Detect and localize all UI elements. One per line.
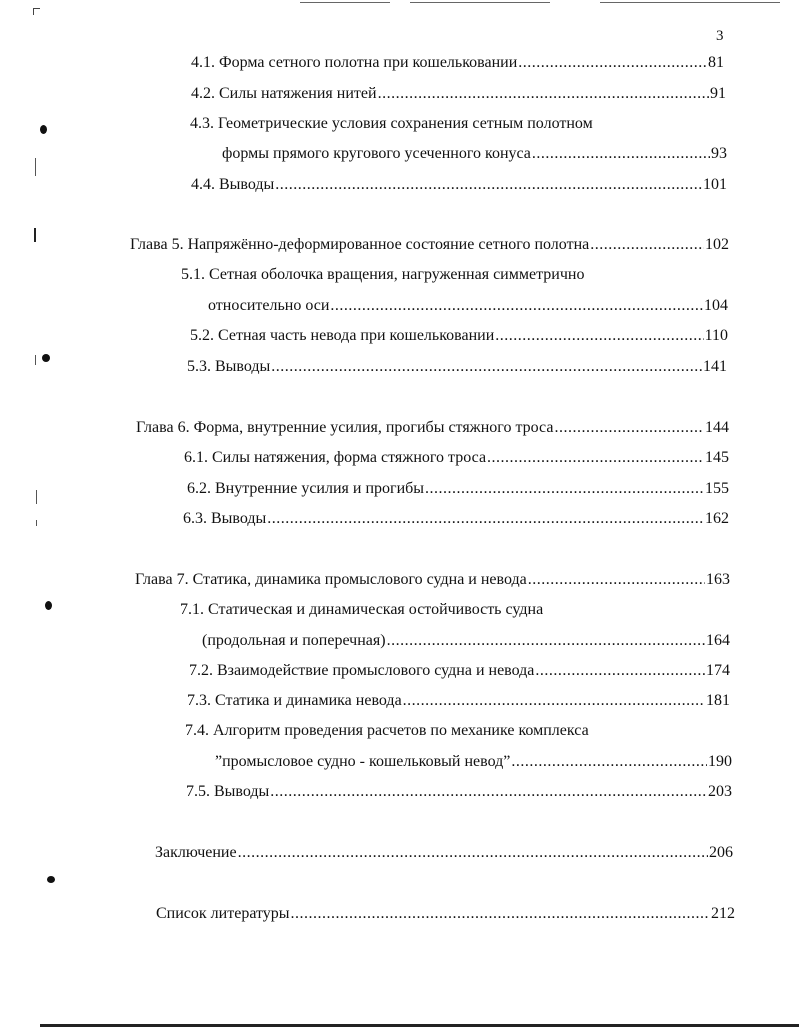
scan-tick <box>34 228 36 242</box>
toc-entry-7-1-line1: 7.1. Статическая и динамическая остойчивость судна <box>180 601 544 618</box>
toc-entry-7-2 <box>189 662 730 686</box>
scan-bottom-line <box>40 1024 799 1027</box>
toc-entry-page: 190 <box>708 753 732 770</box>
toc-entry-page: 93 <box>711 145 727 162</box>
toc-entry-page: 162 <box>705 510 729 527</box>
dot-leader <box>267 510 704 528</box>
toc-entry-references <box>156 905 735 929</box>
toc-entry-page: 206 <box>709 844 733 861</box>
dot-leader <box>487 449 704 467</box>
toc-entry-title: 6.2. Внутренние усилия и прогибы <box>187 480 425 497</box>
toc-entry-7-3 <box>187 692 730 716</box>
toc-entry-title: относительно оси <box>208 297 330 314</box>
toc-entry-title: Глава 5. Напряжённо-деформированное состояние сетного полотна <box>130 236 590 253</box>
toc-entry-5-2 <box>190 327 728 351</box>
scan-top-line <box>600 2 780 3</box>
dot-leader <box>511 753 707 771</box>
toc-entry-page: 212 <box>711 905 735 922</box>
dot-leader <box>270 783 707 801</box>
toc-entry-page: 181 <box>706 692 730 709</box>
dot-leader <box>532 145 710 163</box>
dot-leader <box>378 85 709 103</box>
toc-entry-title: 7.2. Взаимодействие промыслового судна и невода <box>189 662 535 679</box>
dot-leader <box>330 297 703 315</box>
toc-entry-6-3 <box>183 510 729 534</box>
scan-blot <box>40 125 47 134</box>
dot-leader <box>291 905 710 923</box>
toc-entry-title: 6.3. Выводы <box>183 510 267 527</box>
toc-entry-4-2 <box>191 85 726 109</box>
toc-entry-chapter-5 <box>130 236 729 260</box>
toc-entry-7-4-line1: 7.4. Алгоритм проведения расчетов по механике комплекса <box>185 722 589 739</box>
toc-entry-page: 81 <box>708 54 724 71</box>
dot-leader <box>403 692 705 710</box>
toc-entry-7-1 <box>202 632 730 656</box>
toc-entry-title: ”промысловое судно - кошельковый невод” <box>215 753 511 770</box>
scan-blot <box>42 354 50 362</box>
toc-entry-page: 163 <box>706 571 730 588</box>
toc-entry-page: 144 <box>705 419 729 436</box>
scan-tick <box>36 490 37 504</box>
scan-tick <box>35 355 36 365</box>
scan-top-line <box>300 2 390 3</box>
toc-entry-6-2 <box>187 480 729 504</box>
dot-leader <box>425 480 704 498</box>
toc-entry-title: 4.2. Силы натяжения нитей <box>191 85 377 102</box>
scan-top-line <box>410 2 550 3</box>
dot-leader <box>271 358 702 376</box>
toc-entry-5-1 <box>208 297 728 321</box>
toc-entry-4-1 <box>191 54 724 78</box>
page-number: 3 <box>716 28 724 44</box>
toc-entry-title: Заключение <box>155 844 237 861</box>
scan-tick <box>35 158 36 176</box>
toc-entry-4-3-line1: 4.3. Геометрические условия сохранения сетным полотном <box>190 115 593 132</box>
toc-entry-title: формы прямого кругового усеченного конуса <box>222 145 531 162</box>
toc-entry-page: 102 <box>705 236 729 253</box>
scan-blot <box>47 876 55 883</box>
dot-leader <box>590 236 704 254</box>
toc-entry-page: 203 <box>708 783 732 800</box>
toc-entry-page: 101 <box>703 176 727 193</box>
toc-entry-4-3 <box>222 145 727 169</box>
toc-entry-page: 104 <box>704 297 728 314</box>
toc-entry-page: 155 <box>705 480 729 497</box>
toc-entry-title: 4.1. Форма сетного полотна при кошельковании <box>191 54 518 71</box>
toc-entry-title: Глава 6. Форма, внутренние усилия, прогибы стяжного троса <box>136 419 554 436</box>
toc-entry-4-4 <box>191 176 727 200</box>
toc-entry-title: 4.4. Выводы <box>191 176 275 193</box>
toc-entry-page: 174 <box>706 662 730 679</box>
dot-leader <box>275 176 702 194</box>
toc-entry-page: 91 <box>710 85 726 102</box>
dot-leader <box>238 844 708 862</box>
dot-leader <box>535 662 705 680</box>
dot-leader <box>495 327 703 345</box>
toc-entry-conclusion <box>155 844 733 868</box>
toc-entry-5-1-line1: 5.1. Сетная оболочка вращения, нагруженная симметрично <box>181 266 585 283</box>
toc-entry-chapter-7 <box>135 571 730 595</box>
toc-entry-title: 5.2. Сетная часть невода при кошельковании <box>190 327 495 344</box>
dot-leader <box>554 419 704 437</box>
toc-entry-title: Глава 7. Статика, динамика промыслового судна и невода <box>135 571 527 588</box>
toc-entry-page: 145 <box>705 449 729 466</box>
toc-entry-title: 6.1. Силы натяжения, форма стяжного троса <box>184 449 487 466</box>
toc-entry-page: 110 <box>704 327 728 344</box>
dot-leader <box>518 54 707 72</box>
toc-entry-title: 7.5. Выводы <box>186 783 270 800</box>
toc-entry-7-4 <box>215 753 732 777</box>
scan-tick <box>36 520 37 526</box>
dot-leader <box>528 571 705 589</box>
scan-corner-mark <box>33 8 40 15</box>
toc-entry-page: 141 <box>703 358 727 375</box>
toc-entry-title: (продольная и поперечная) <box>202 632 386 649</box>
toc-entry-7-5 <box>186 783 732 807</box>
toc-entry-6-1 <box>184 449 729 473</box>
toc-entry-page: 164 <box>706 632 730 649</box>
dot-leader <box>387 632 705 650</box>
toc-entry-title: 7.3. Статика и динамика невода <box>187 692 402 709</box>
toc-entry-title: Список литературы <box>156 905 290 922</box>
scan-blot <box>45 601 52 610</box>
toc-entry-5-3 <box>187 358 727 382</box>
toc-entry-title: 5.3. Выводы <box>187 358 271 375</box>
toc-entry-chapter-6 <box>136 419 729 443</box>
